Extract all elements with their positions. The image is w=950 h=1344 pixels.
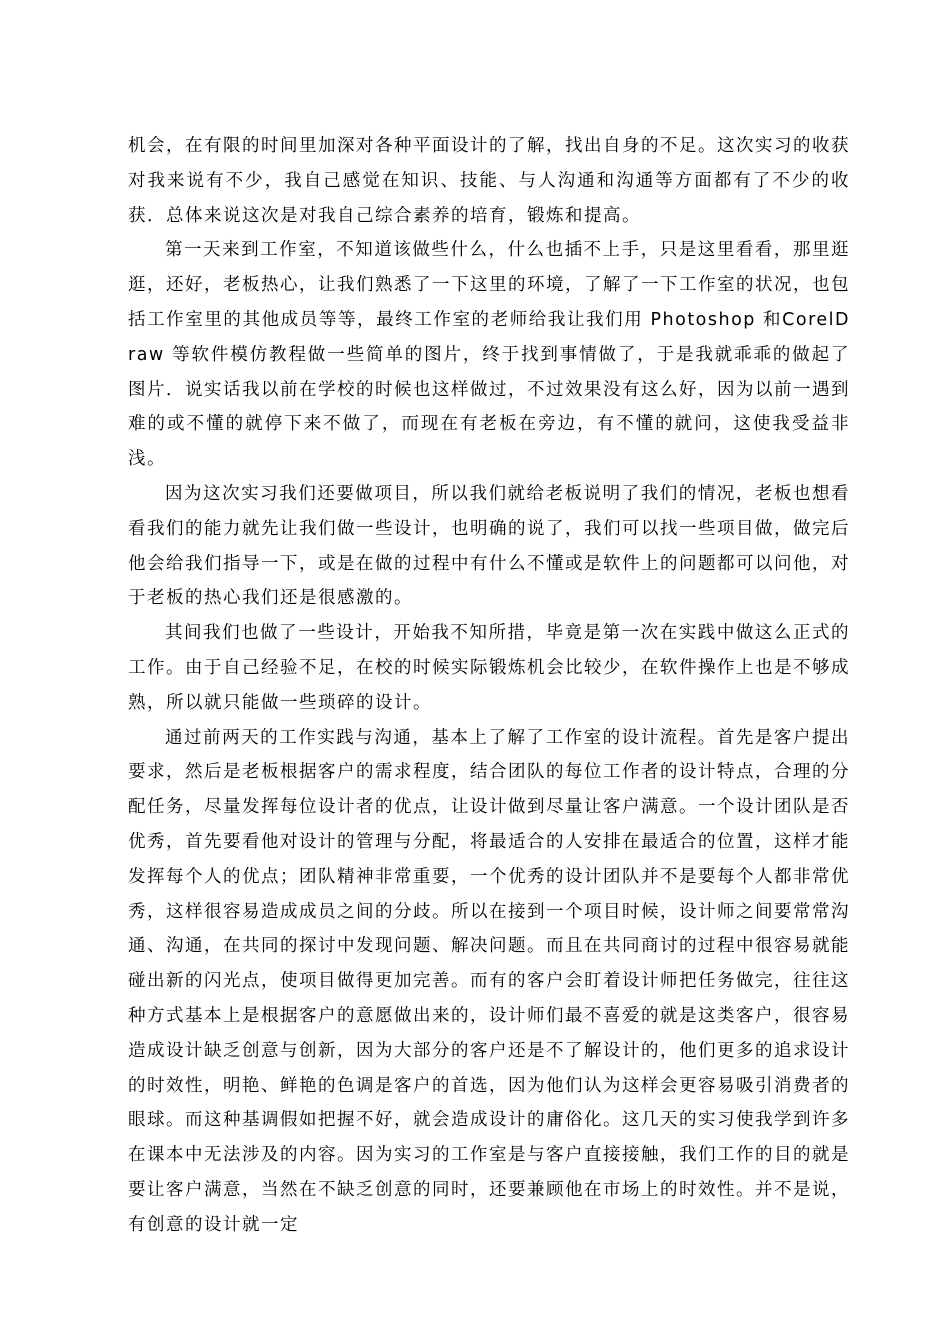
document-page bbox=[128, 129, 850, 1243]
paragraph-5: 通过前两天的工作实践与沟通，基本上了解了工作室的设计流程。首先是客户提出要求，然后是老板根据客户的需求程度，结合团队的每位工作者的设计特点，合理的分配任务，尽量发挥每位设计者的优点，让设计做到尽量让客户满意。一个设计团队是否优秀，首先要看他对设计的管理与分配，将最适合的人安排在最适合的位置，这样才能发挥每个人的优点；团队精神非常重要，一个优秀的设计团队并不是要每个人都非常优秀，这样很容易造成成员之间的分歧。所以在接到一个项目时候，设计师之间要常常沟通、沟通，在共同的探讨中发现问题、解决问题。而且在共同商讨的过程中很容易就能碰出新的闪光点，使项目做得更加完善。而有的客户会盯着设计师把任务做完，往往这种方式基本上是根据客户的意愿做出来的，设计师们最不喜爱的就是这类客户，很容易造成设计缺乏创意与创新，因为大部分的客户还是不了解设计的，他们更多的追求设计的时效性，明艳、鲜艳的色调是客户的首选，因为他们认为这样会更容易吸引消费者的眼球。而这种基调假如把握不好，就会造成设计的庸俗化。这几天的实习使我学到许多在课本中无法涉及的内容。因为实习的工作室是与客户直接接触，我们工作的目的就是要让客户满意，当然在不缺乏创意的同时，还要兼顾他在市场上的时效性。并不是说，有创意的设计就一定 bbox=[128, 727, 850, 1235]
paragraph-3: 因为这次实习我们还要做项目，所以我们就给老板说明了我们的情况，老板也想看看我们的能力就先让我们做一些设计，也明确的说了，我们可以找一些项目做，做完后他会给我们指导一下，或是在做的过程中有什么不懂或是软件上的问题都可以问他，对于老板的热心我们还是很感激的。 bbox=[128, 483, 850, 609]
paragraph-2: 第一天来到工作室，不知道该做些什么，什么也插不上手，只是这里看看，那里逛逛，还好，老板热心，让我们熟悉了一下这里的环境，了解了一下工作室的状况，也包括工作室里的其他成员等等，最终工作室的老师给我让我们用 Photoshop 和CorelDraw 等软件模仿教程做一些简单的图片，终于找到事情做了，于是我就乖乖的做起了图片．说实话我以前在学校的时候也这样做过，不过效果没有这么好，因为以前一遇到难的或不懂的就停下来不做了，而现在有老板在旁边，有不懂的就问，这使我受益非浅。 bbox=[128, 240, 850, 470]
paragraph-4: 其间我们也做了一些设计，开始我不知所措，毕竟是第一次在实践中做这么正式的工作。由于自己经验不足，在校的时候实际锻炼机会比较少，在软件操作上也是不够成熟，所以就只能做一些琐碎的设计。 bbox=[128, 623, 850, 713]
paragraph-1: 机会，在有限的时间里加深对各种平面设计的了解，找出自身的不足。这次实习的收获对我来说有不少，我自己感觉在知识、技能、与人沟通和沟通等方面都有了不少的收获．总体来说这次是对我自己综合素养的培育，锻炼和提高。 bbox=[128, 136, 850, 226]
